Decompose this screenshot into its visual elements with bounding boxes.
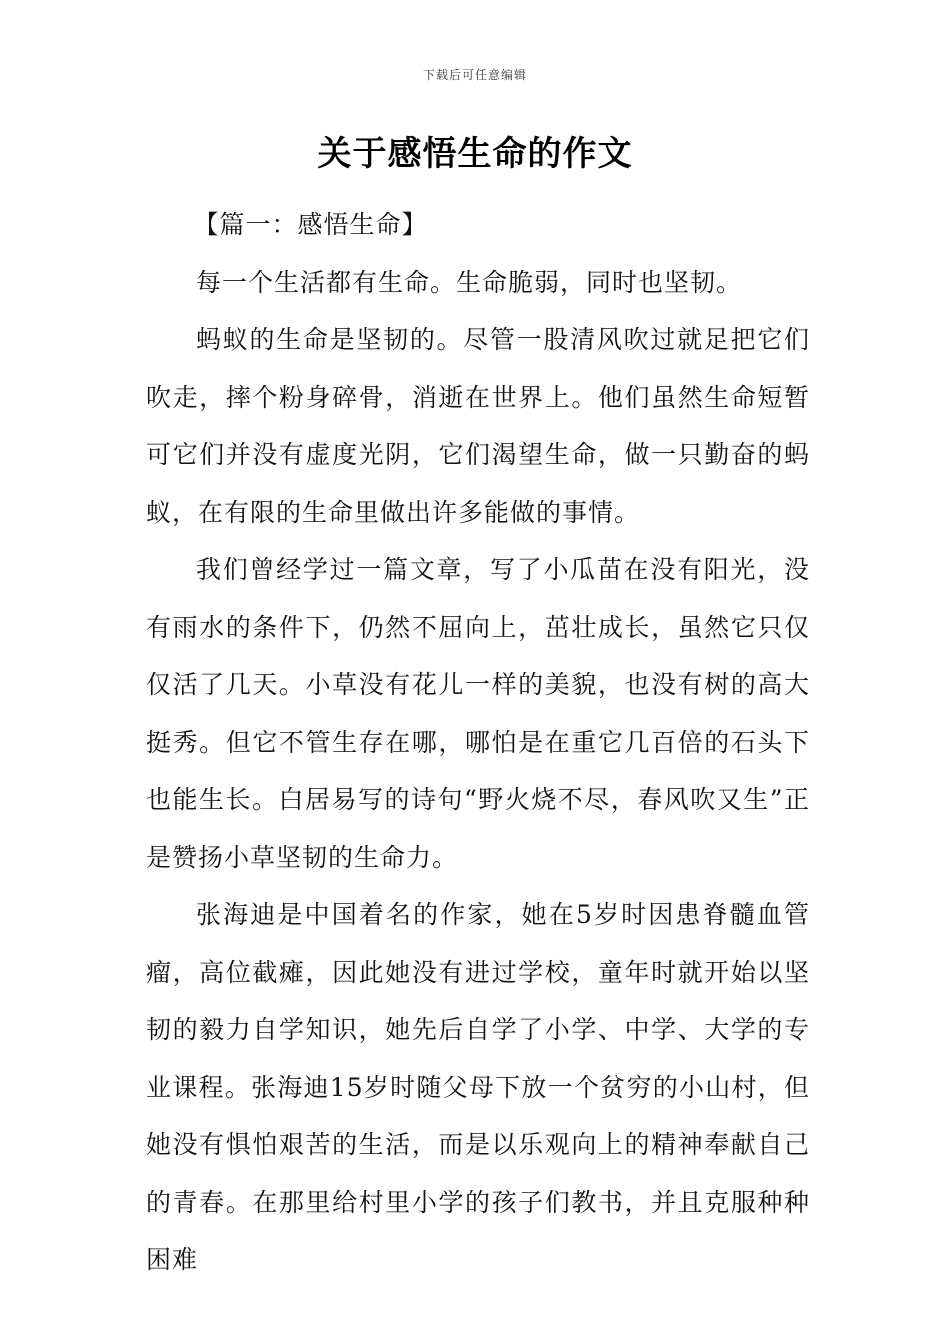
- header-note: 下载后可任意编辑: [422, 68, 527, 82]
- paragraph: 每一个生活都有生命。生命脆弱，同时也坚韧。: [196, 267, 743, 297]
- paragraph: 张海迪是中国着名的作家，她在5岁时因患脊髓血管瘤，高位截瘫，因此她没有进过学校，童年时就开始以坚韧的毅力自学知识，她先后自学了小学、中学、大学的专业课程。张海迪15岁时随父母下放一个贫穷的小山村，但她没有惧怕艰苦的生活，而是以乐观向上的精神奉献自己的青春。在那里给村里小学的孩子们教书，并且克服种种困难: [146, 900, 810, 1274]
- paragraph: 蚂蚁的生命是坚韧的。尽管一股清风吹过就足把它们吹走，摔个粉身碎骨，消逝在世界上。他们虽然生命短暂可它们并没有虚度光阴，它们渴望生命，做一只勤奋的蚂蚁，在有限的生命里做出许多能做的事情。: [146, 325, 810, 527]
- paragraph: 我们曾经学过一篇文章，写了小瓜苗在没有阳光，没有雨水的条件下，仍然不屈向上，茁壮成长，虽然它只仅仅活了几天。小草没有花儿一样的美貌，也没有树的高大挺秀。但它不管生存在哪，哪怕是在重它几百倍的石头下也能生长。白居易写的诗句“野火烧不尽，春风吹又生”正是赞扬小草坚韧的生命力。: [146, 555, 810, 872]
- document-title: 关于感悟生命的作文: [317, 134, 633, 174]
- document-body: [146, 196, 810, 1289]
- section-heading: 【篇一：感悟生命】: [193, 210, 428, 239]
